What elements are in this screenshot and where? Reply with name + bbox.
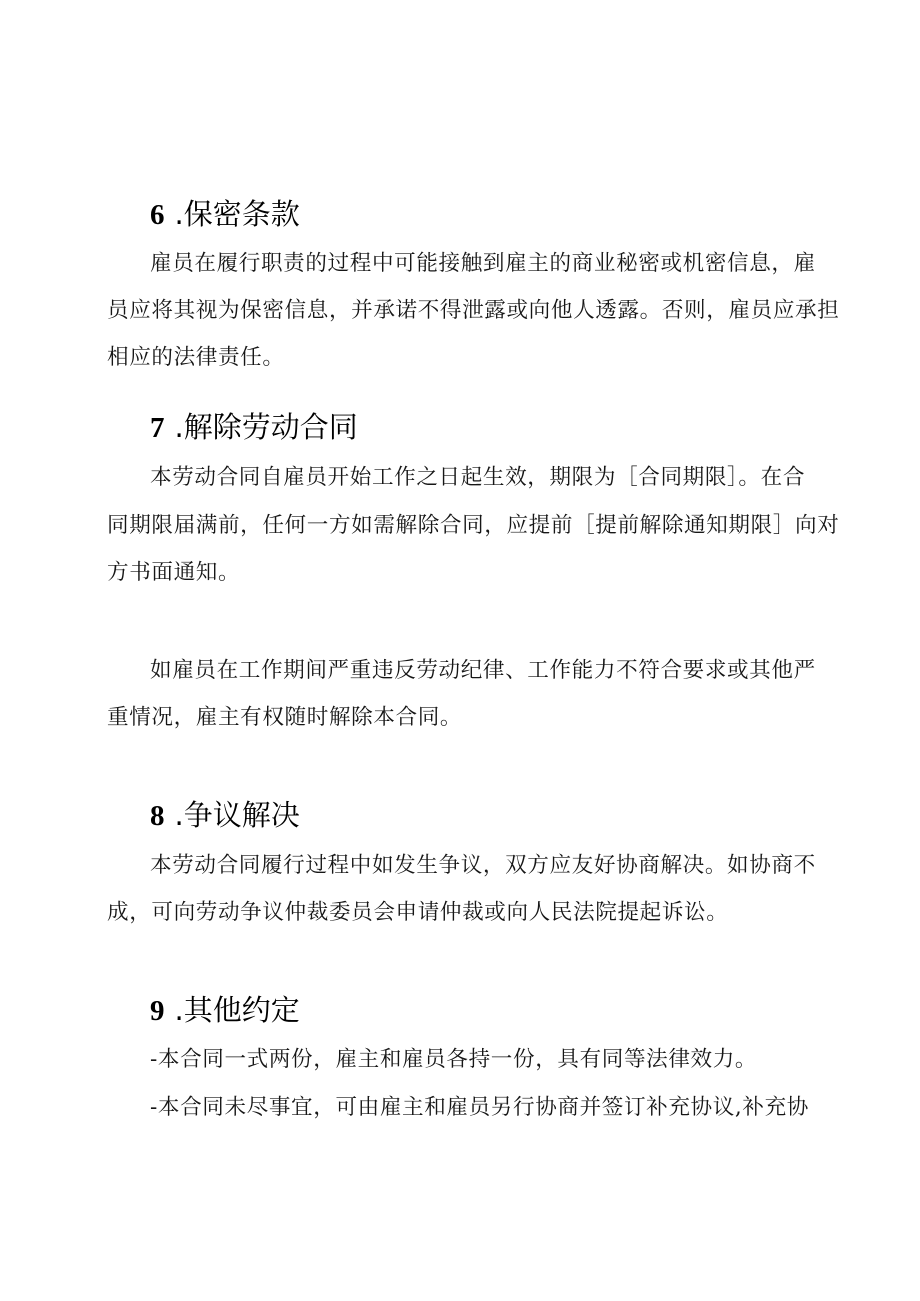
section-9-item-2: -本合同未尽事宜，可由雇主和雇员另行协商并签订补充协议,补充协 bbox=[150, 1095, 809, 1120]
section-7-title: .解除劳动合同 bbox=[174, 410, 358, 444]
section-9-title: .其他约定 bbox=[174, 993, 300, 1027]
section-7-para2-line-2: 重情况，雇主有权随时解除本合同。 bbox=[107, 705, 463, 730]
section-7-line-1: 本劳动合同自雇员开始工作之日起生效，期限为［合同期限］。在合 bbox=[150, 465, 806, 490]
section-7-number: 7 bbox=[150, 412, 165, 444]
section-6-line-2: 员应将其视为保密信息，并承诺不得泄露或向他人透露。否则，雇员应承担 bbox=[107, 298, 840, 323]
section-8-line-2: 成，可向劳动争议仲裁委员会申请仲裁或向人民法院提起诉讼。 bbox=[107, 900, 729, 925]
section-6-number: 6 bbox=[150, 199, 165, 231]
section-8-title: .争议解决 bbox=[174, 798, 300, 832]
section-6-line-1: 雇员在履行职责的过程中可能接触到雇主的商业秘密或机密信息，雇 bbox=[150, 251, 816, 276]
section-8-heading bbox=[150, 797, 300, 834]
section-9-item-1: -本合同一式两份，雇主和雇员各持一份，具有同等法律效力。 bbox=[150, 1047, 758, 1072]
section-6-heading bbox=[150, 196, 300, 233]
section-8-line-1: 本劳动合同履行过程中如发生争议，双方应友好协商解决。如协商不 bbox=[150, 853, 816, 878]
section-9-heading bbox=[150, 992, 300, 1029]
section-9-number: 9 bbox=[150, 995, 165, 1027]
section-6-title: .保密条款 bbox=[174, 197, 300, 231]
section-7-heading bbox=[150, 409, 358, 446]
section-7-line-3: 方书面通知。 bbox=[107, 560, 241, 585]
section-6-line-3: 相应的法律责任。 bbox=[107, 345, 285, 370]
section-7-para2-line-1: 如雇员在工作期间严重违反劳动纪律、工作能力不符合要求或其他严 bbox=[150, 658, 816, 683]
section-7-line-2: 同期限届满前，任何一方如需解除合同，应提前［提前解除通知期限］向对 bbox=[107, 513, 840, 538]
section-8-number: 8 bbox=[150, 800, 165, 832]
